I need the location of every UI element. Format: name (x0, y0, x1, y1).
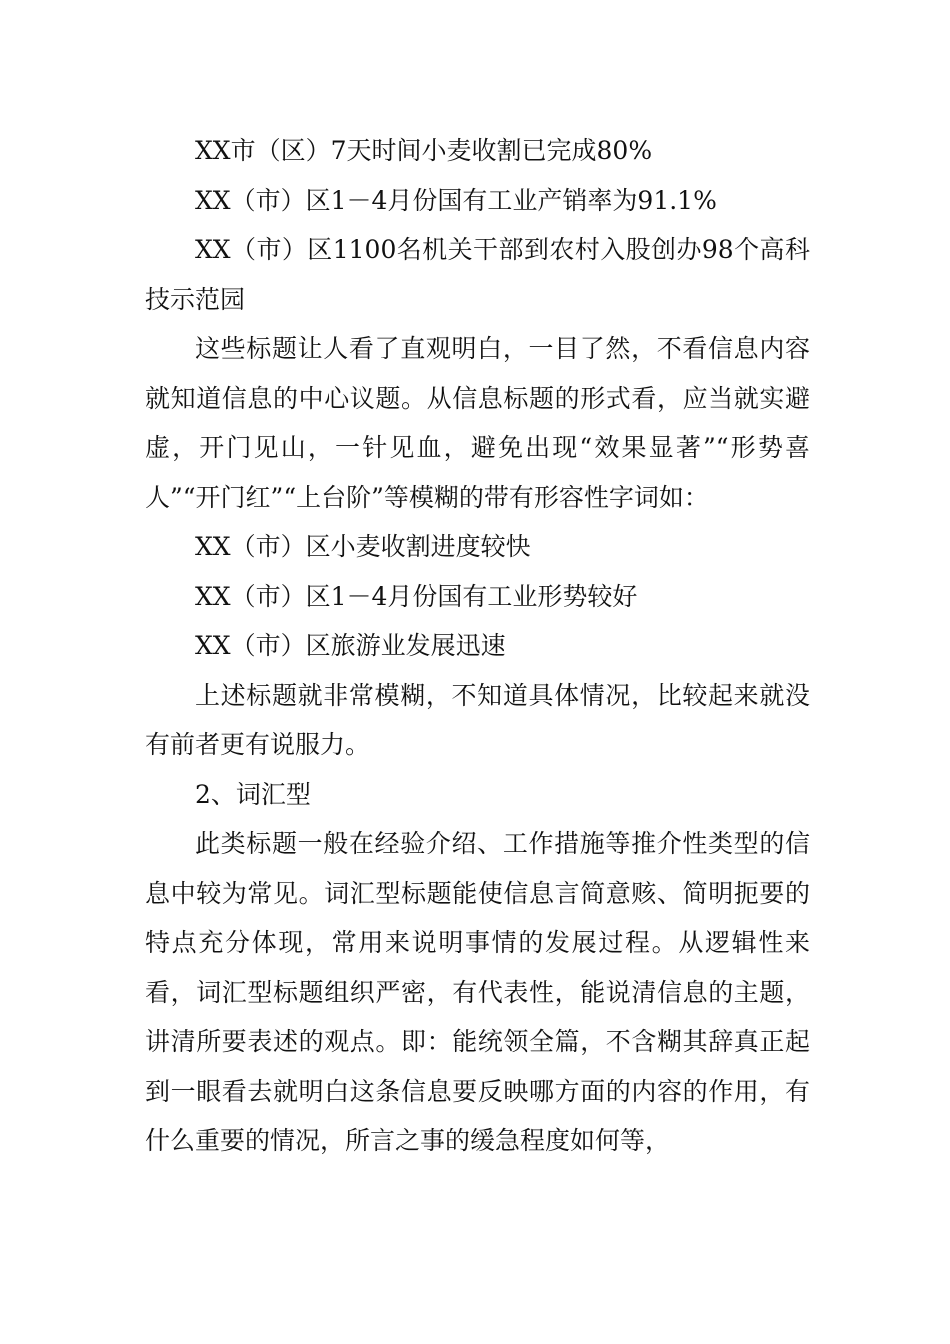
paragraph-vague-title-2: XX（市）区1－4月份国有工业形势较好 (195, 581, 638, 611)
paragraph-explanation: 这些标题让人看了直观明白，一目了然，不看信息内容就知道信息的中心议题。从信息标题的形式看，应当就实避虚，开门见山，一针见血，避免出现“效果显著”“形势喜人”“开门红”“上台阶”等模糊的带有形容性字词如： (145, 334, 810, 512)
section-heading-vocabulary-type: 2、词汇型 (195, 779, 311, 809)
paragraph-comparison: 上述标题就非常模糊，不知道具体情况，比较起来就没有前者更有说服力。 (145, 680, 810, 759)
paragraph-vocabulary-type: 此类标题一般在经验介绍、工作措施等推介性类型的信息中较为常见。词汇型标题能使信息言简意赅、简明扼要的特点充分体现，常用来说明事情的发展过程。从逻辑性来看，词汇型标题组织严密，有代表性，能说清信息的主题，讲清所要表述的观点。即：能统领全篇，不含糊其辞真正起到一眼看去就明白这条信息要反映哪方面的内容的作用，有什么重要的情况，所言之事的缓急程度如何等， (145, 829, 810, 1155)
paragraph-example-title-1: XX市（区）7天时间小麦收割已完成80% (195, 136, 653, 165)
paragraph-example-title-3: XX（市）区1100名机关干部到农村入股创办98个高科技示范园 (145, 235, 810, 314)
document-body (145, 126, 810, 1166)
paragraph-vague-title-1: XX（市）区小麦收割进度较快 (195, 532, 531, 561)
paragraph-example-title-2: XX（市）区1－4月份国有工业产销率为91.1% (195, 185, 717, 215)
paragraph-vague-title-3: XX（市）区旅游业发展迅速 (195, 631, 506, 660)
